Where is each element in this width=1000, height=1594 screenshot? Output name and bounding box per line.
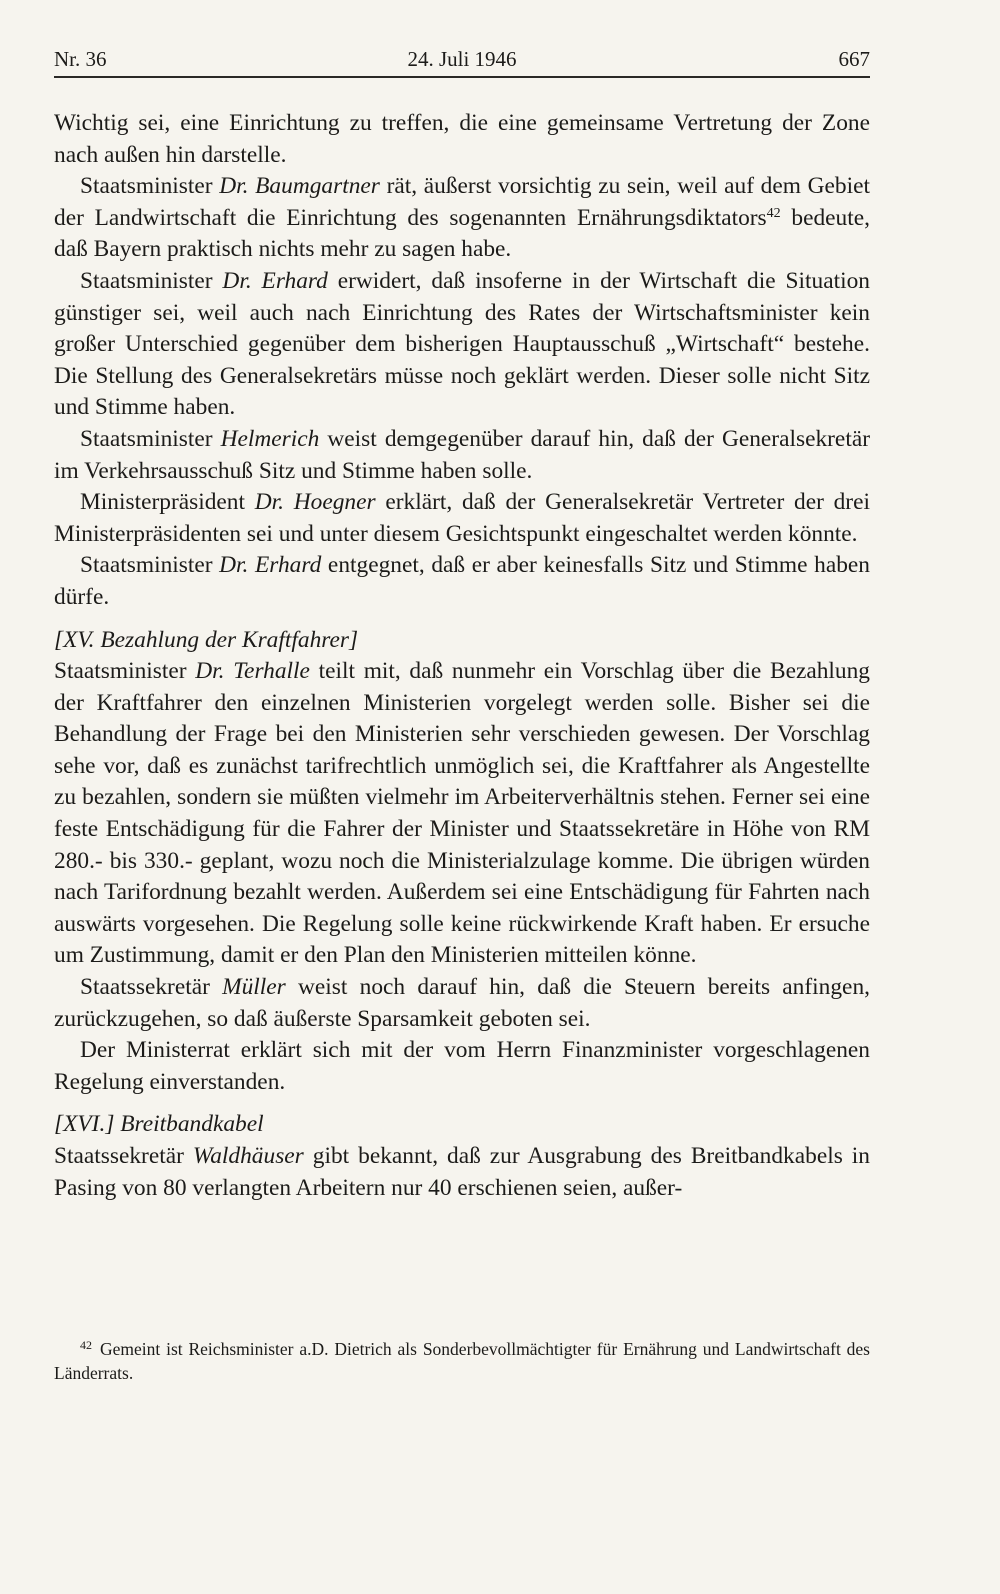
paragraph-lead: Staatsminister bbox=[80, 267, 223, 294]
paragraph bbox=[54, 550, 870, 613]
section-heading-xv: [XV. Bezahlung der Kraftfahrer] bbox=[54, 626, 359, 653]
paragraph-text: gibt bekannt, daß zur Ausgrabung des Breitbandkabels in Pasing von 80 verlangten Arbeitern nur 40 erschienen seien, außer- bbox=[54, 1143, 870, 1201]
speaker-name: Dr. Terhalle bbox=[195, 658, 310, 685]
speaker-name: Dr. Erhard bbox=[219, 552, 322, 579]
paragraph-lead: Ministerpräsident bbox=[80, 489, 255, 516]
running-head bbox=[54, 44, 870, 74]
section-number: [XVI.] bbox=[54, 1111, 115, 1138]
paragraph: Der Ministerrat erklärt sich mit der vom Herrn Finanzminister vorgeschlagenen Regelung einverstanden. bbox=[54, 1037, 870, 1095]
header-rule bbox=[54, 76, 870, 78]
footnote-number: 42 bbox=[80, 1338, 92, 1352]
footnote bbox=[54, 1337, 870, 1385]
paragraph-text: weist noch darauf hin, daß die Steuern bereits anfingen, zurückzugehen, so daß äußerste Sparsamkeit geboten sei. bbox=[54, 974, 870, 1032]
paragraph bbox=[54, 972, 870, 1035]
section-title: Breitbandkabel bbox=[114, 1111, 264, 1138]
paragraph-text: rät, äußerst vorsichtig zu sein, weil auf dem Gebiet der Landwirtschaft die Einrichtung des sogenannten Ernährungsdiktators bbox=[54, 173, 870, 231]
issue-number: Nr. 36 bbox=[54, 47, 107, 71]
paragraph-text: weist demgegenüber darauf hin, daß der Generalsekretär im Verkehrsausschuß Sitz und Stimme haben solle. bbox=[54, 425, 870, 484]
paragraph-lead: Staatssekretär bbox=[80, 974, 223, 1001]
paragraph-lead: Staatssekretär bbox=[54, 1143, 193, 1169]
paragraph-text: entgegnet, daß er aber keinesfalls Sitz und Stimme haben dürfe. bbox=[54, 552, 870, 610]
paragraph bbox=[54, 171, 870, 266]
paragraph-lead: Staatsminister bbox=[80, 552, 220, 579]
paragraph-text: bedeute, daß Bayern praktisch nichts mehr zu sagen habe. bbox=[54, 204, 870, 263]
paragraph: Wichtig sei, eine Einrichtung zu treffen, die eine gemeinsame Vertretung der Zone nach außen hin darstelle. bbox=[54, 110, 870, 168]
paragraph-lead: Staatsminister bbox=[54, 658, 196, 685]
speaker-name: Helmerich bbox=[220, 425, 320, 452]
paragraph bbox=[54, 424, 870, 487]
speaker-name: Dr. Baumgartner bbox=[219, 173, 380, 200]
section-heading-xvi bbox=[54, 1109, 870, 1141]
speaker-name: Dr. Hoegner bbox=[254, 489, 376, 516]
paragraph bbox=[54, 266, 870, 424]
footnote-reference: 42 bbox=[766, 205, 781, 221]
speaker-name: Waldhäuser bbox=[192, 1143, 304, 1169]
paragraph bbox=[54, 656, 870, 972]
body-text bbox=[54, 108, 870, 1204]
paragraph-lead: Staatsminister bbox=[80, 173, 220, 200]
paragraph-text: erwidert, daß insoferne in der Wirtschaft die Situation günstiger sei, weil auch nach Einrichtung des Rates der Wirtschaftsminister kein großer Unterschied gegenüber dem bisherigen Hauptausschuß „Wirtschaft“ bestehe. Die Stellung des Generalsekretärs müsse noch geklärt werden. Dieser solle nicht Sitz und Stimme haben. bbox=[54, 267, 870, 421]
paragraph bbox=[54, 1141, 870, 1204]
issue-date: 24. Juli 1946 bbox=[407, 47, 517, 71]
footnote-text: Gemeint ist Reichsminister a.D. Dietrich als Sonderbevollmächtigter für Ernährung und Landwirtschaft des Länderrats. bbox=[54, 1339, 870, 1383]
speaker-name: Müller bbox=[222, 974, 286, 1001]
paragraph bbox=[54, 487, 870, 550]
page-number: 667 bbox=[838, 47, 870, 71]
paragraph-text: erklärt, daß der Generalsekretär Vertreter der drei Ministerpräsidenten sei und unter diesem Gesichtspunkt eingeschaltet werden könnte. bbox=[54, 489, 870, 547]
paragraph-lead: Staatsminister bbox=[80, 425, 221, 452]
paragraph-text: teilt mit, daß nunmehr ein Vorschlag über die Bezahlung der Kraftfahrer den einzelnen Ministerien vorgelegt werden solle. Bisher sei die Behandlung der Frage bei den Ministerien sehr verschieden gewesen. Der Vorschlag sehe vor, daß es zunächst tarifrechtlich unmöglich sei, die Kraftfahrer als Angestellte zu bezahlen, sondern sie müßten vielmehr im Arbeiterverhältnis stehen. Ferner sei eine feste Entschädigung für die Fahrer der Minister und Staatssekretäre in Höhe von RM 280.- bis 330.- geplant, wozu noch die Ministerialzulage komme. Die übrigen würden nach Tarifordnung bezahlt werden. Außerdem sei eine Entschädigung für Fahrten nach auswärts vorgesehen. Die Regelung solle keine rückwirkende Kraft haben. Er ersuche um Zustimmung, damit er den Plan den Ministerien mitteilen könne. bbox=[54, 658, 870, 969]
speaker-name: Dr. Erhard bbox=[222, 267, 328, 294]
